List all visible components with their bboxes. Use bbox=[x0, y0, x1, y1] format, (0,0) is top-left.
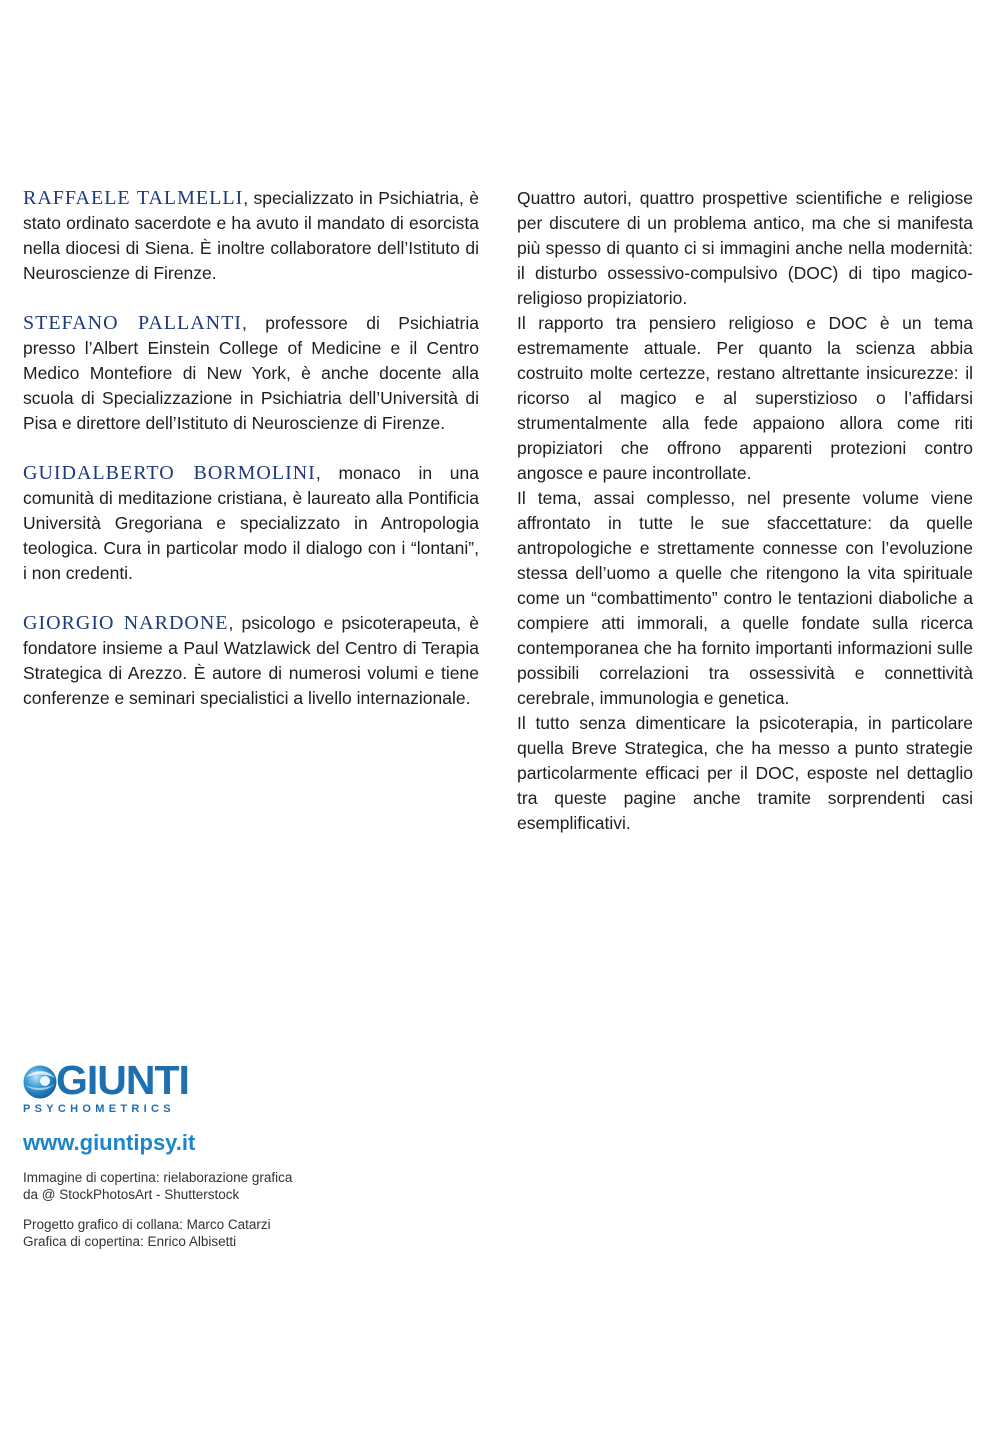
description-paragraph: Il rapporto tra pensiero religioso e DOC è un tema estremamente attuale. Per quanto la scienza abbia costruito molte certezze, restano altrettante insicurezze: il ricorso al magico e al superstizioso o l’affidarsi strumentalmente alla fede appaiono allora come riti propiziatori che offrono apparenti protezioni contro angosce e paure incontrollate. bbox=[517, 313, 973, 483]
author-name: GIORGIO NARDONE bbox=[23, 612, 229, 634]
credit-line: Progetto grafico di collana: Marco Catarzi bbox=[23, 1217, 271, 1232]
description-paragraph: Quattro autori, quattro prospettive scientifiche e religiose per discutere di un problema antico, ma che si manifesta più spesso di quanto ci si immagini anche nella modernità: il disturbo ossessivo-compulsivo (DOC) di tipo magico-religioso propiziatorio. bbox=[517, 188, 973, 308]
author-bio-bormolini bbox=[23, 461, 479, 586]
website-link[interactable]: www.giuntipsy.it bbox=[23, 1130, 196, 1155]
logo-subtitle: PSYCHOMETRICS bbox=[23, 1103, 175, 1115]
publisher-logo bbox=[22, 1057, 212, 1118]
author-name: GUIDALBERTO BORMOLINI bbox=[23, 462, 316, 484]
author-bio-text: , monaco in una comunità di meditazione cristiana, è laureato alla Pontificia Università Gregoriana e specializzato in Antropologia teologica. Cura in particolar modo il dialogo con i “lontani”, i non credenti. bbox=[23, 463, 479, 583]
cover-image-credit bbox=[23, 1169, 292, 1203]
author-name: STEFANO PALLANTI bbox=[23, 312, 242, 334]
author-bio-text: , professore di Psichiatria presso l’Albert Einstein College of Medicine e il Centro Medico Montefiore di New York, è anche docente alla scuola di Specializzazione in Psichiatria dell’Università di Pisa e direttore dell’Istituto di Neuroscienze di Firenze. bbox=[23, 313, 479, 433]
logo-wordmark: GIUNTI bbox=[56, 1057, 189, 1103]
book-description bbox=[517, 186, 973, 836]
author-bio-text: , specializzato in Psichiatria, è stato ordinato sacerdote e ha avuto il mandato di esorcista nella diocesi di Siena. È inoltre collaboratore dell’Istituto di Neuroscienze di Firenze. bbox=[23, 188, 479, 283]
credit-line: da @ StockPhotosArt - Shutterstock bbox=[23, 1187, 240, 1202]
author-bio-text: , psicologo e psicoterapeuta, è fondatore insieme a Paul Watzlawick del Centro di Terapia Strategica di Arezzo. È autore di numerosi volumi e tiene conferenze e seminari specialistici a livello internazionale. bbox=[23, 613, 479, 708]
globe-swirl-icon bbox=[22, 1064, 58, 1100]
author-bios bbox=[23, 186, 479, 736]
design-credits bbox=[23, 1216, 271, 1250]
description-paragraph: Il tema, assai complesso, nel presente volume viene affrontato in tutte le sue sfaccettature: da quelle antropologiche e strettamente connesse con l’evoluzione stessa dell’uomo a quelle che ritengono la vita spirituale come un “combattimento” contro le tentazioni diaboliche a compiere atti immorali, a quelle fondate sulla ricerca contemporanea che ha fornito importanti informazioni sulle possibili correlazioni tra ossessività e connettività cerebrale, immunologia e genetica. bbox=[517, 488, 973, 708]
author-bio-talmelli bbox=[23, 186, 479, 286]
description-paragraph: Il tutto senza dimenticare la psicoterapia, in particolare quella Breve Strategica, che ha messo a punto strategie particolarmente efficaci per il DOC, esposte nel dettaglio tra queste pagine anche tramite sorprendenti casi esemplificativi. bbox=[517, 713, 973, 833]
author-name: RAFFAELE TALMELLI bbox=[23, 187, 244, 209]
credit-line: Grafica di copertina: Enrico Albisetti bbox=[23, 1234, 237, 1249]
credit-line: Immagine di copertina: rielaborazione grafica bbox=[23, 1170, 293, 1185]
author-bio-nardone bbox=[23, 611, 479, 711]
author-bio-pallanti bbox=[23, 311, 479, 436]
